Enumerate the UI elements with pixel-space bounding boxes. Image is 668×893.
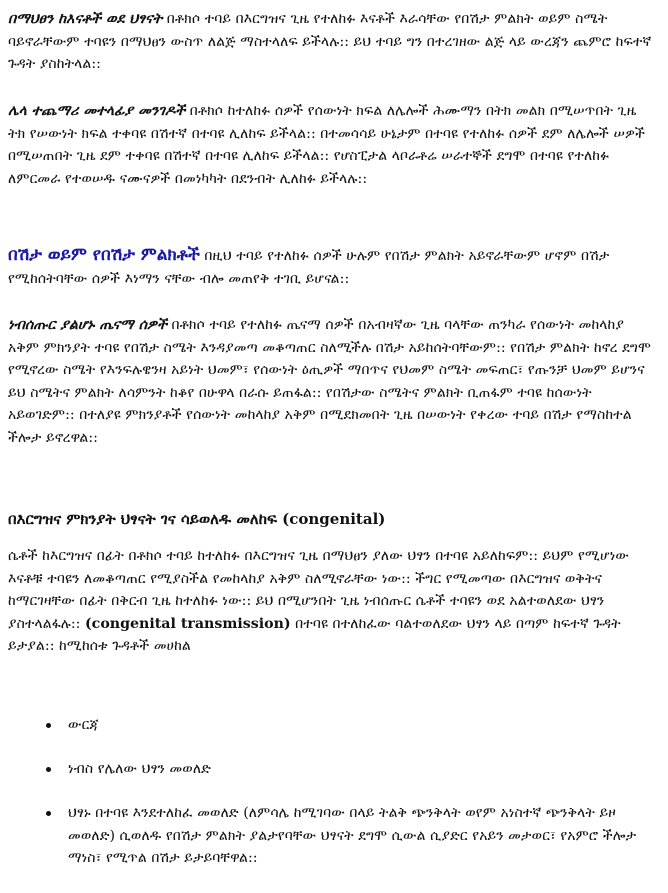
paragraph-healthy-people — [8, 314, 656, 449]
paragraph-body: በዚህ ተባይ የተለከፉ ሰዎች ሁሉም የበሽታ ምልክት አይኖራቸውም ሆኖም በሽታ የሚከሰትባቸው ሰዎች እነማን ናቸው ብሎ መጠየቅ ተገቢ ይሆናል:: — [8, 248, 610, 287]
paragraph-heading: በሽታ ወይም የበሽታ ምልክቶች — [8, 245, 200, 265]
paragraph-body: በቶክሶ ተባይ የተለከፉ ጤናማ ሰዎች በአብዛኛው ጊዜ ባላቸው ጠንካራ የሰውነት መከላከያ አቅም ምክንያት ተባዩ የበሽታ ስሜት እንዳያመጣ መቆጣጠር ስለሚችሉ በሽታ አይከሰትባቸውም:: የበሽታ ምልክት ከኖረ ደግሞ የሚኖረው ስሜት የእንፍሉዌንዛ አይነት ህመም፣ የሰውነት ዕጢዎች ማበጥና የህመም ስሜት መፍጠር፣ የጡንቻ ህመም ይሆንና ይህ ስሜትና ምልክት ለሳምንት ከቆየ በሁዋላ በራሱ ይጠፋል:: የበሽታው ስሜትና ምልክት ቢጠፋም ተባዩ ከሰውነት አይወገድም:: በተለያዩ ምክንያቶች የሰውነት መከላከያ አቅም በሚደክመበት ጊዜ በሠውነት የቀረው ተባይ በሽታ የማስከተል ችሎታ ይኖረዋል:: — [8, 317, 651, 446]
paragraph-other-routes — [8, 100, 656, 190]
paragraph-heading: ነብሰጡር ያልሆኑ ጤናማ ሰዎች — [8, 317, 167, 333]
paragraph-body: በቶክሶ ተባይ በእርግዝና ጊዜ የተለከፉ እናቶች እራሳቸው የበሽታ ምልክት ወይም ስሜት ባይኖራቸውም ተባዩን በማህፀን ውስጥ ለልጅ ማስተላለፍ ይችላሉ:: ይህ ተባይ ግን በተረገዘው ልጅ ላይ ውረጃን ጨምሮ ከፍተኛ ጉዳት ያስከትላል:: — [8, 11, 652, 72]
paragraph-mother-to-child — [8, 8, 656, 76]
paragraph-heading: በማህፀን ከእናቶች ወደ ህፃናት — [8, 11, 163, 27]
list-item-text: ህፃኑ በተባዩ እንደተለከፈ መወለድ (ለምሳሌ ከሚገባው በላይ ትልቅ ጭንቅላት ወየም አነስተኛ ጭንቅላት ይዞ መወለድ) ሲወለዱ የበሽታ ምልክት ያልታየባቸው ህፃናት ደግሞ ሲውል ሲያድር የአይን መታወር፣ የአምሮ ችሎታ ማነስ፣ የሚጥል በሽታ ይታይባቸዋል:: — [68, 805, 637, 866]
list-item-text: ነብስ የሌለው ህፃን መወለድ — [68, 761, 211, 777]
paragraph-body: ሴቶች ከእርግዝና በፊት በቶክሶ ተባይ ከተለከፉ በእርግዝና ጊዜ በማህፀን ያለው ህፃን በተባዩ አይለከፍም:: ይህም የሚሆነው እናቶቹ ተባዩን ለመቆጣጠር የሚያስችል የመከላከያ አቅም ስለሚኖራቸው ነው:: ችግር የሚመጣው በእርግዝና ወቅትና ከማርገዛቸው በፊት በቅርብ ጊዜ ከተለከፉ ነው:: ይህ በሚሆንበት ጊዜ ነብሰጡር ሴቶች ተባዩን ወደ አልተወለደው ህፃን ያስተላልፋሉ:: — [8, 548, 629, 632]
bullet-icon — [46, 811, 51, 816]
section-title-text: በእርግዝና ምክንያት ህፃናት ገና ሳይወለዱ መለከፍ — [8, 510, 277, 528]
paragraph-symptoms — [8, 244, 656, 290]
bullet-icon — [46, 723, 51, 728]
paragraph-heading: ሌላ ተጨማሪ መተላፊያ መንገዶች — [8, 103, 186, 119]
bold-term: (congenital transmission) — [84, 615, 291, 632]
list-item-text: ውርጃ — [68, 717, 99, 733]
paragraph-congenital — [8, 545, 656, 658]
section-title-paren: (congenital) — [282, 510, 386, 528]
paragraph-body: በቶክሶ ከተለከፉ ሰዎች የሰውነት ክፍል ለሌሎች ሕሙማን በትክ መልክ በሚሠጥበት ጊዜ ትክ የሠውነት ክፍል ተቀባዩ በሽተኛ በተባዩ ሊለከፍ ይችላል:: በተመሳሳይ ሁኔታም በተባዩ የተለከፉ ሰዎች ደም ለሌሎች ሠዎች በሚሠጠበት ጊዜ ደም ተቀባዩ በሽተኛ በተባዩ ሊለከፍ ይችላል:: የሆስፒታል ላቦራቶሬ ሠራተኞች ደግሞ በተባዩ የተለከፉ ለምርመራ የተወሠዱ ናሙናዎች በመነካካት በደንብት ሊለከፉ ይችላሉ:: — [8, 103, 646, 187]
paragraph-body-continued: በተባዩ በተለከፈው ባልተወለደው ህፃን ላይ በጣም ከፍተኛ ጉዳት ይታያል:: ከሚከሰቱ ጉዳቶች መሀከል — [8, 615, 621, 654]
section-title — [8, 508, 656, 530]
bullet-icon — [46, 767, 51, 772]
